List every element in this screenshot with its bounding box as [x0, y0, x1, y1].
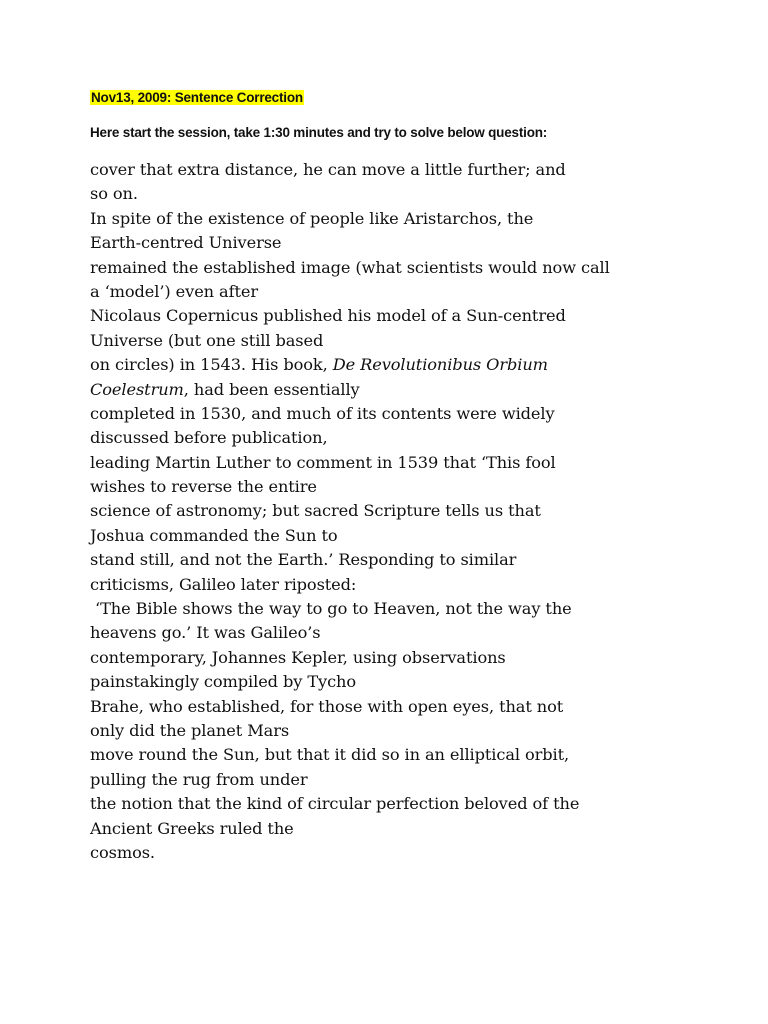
- passage-line: [90, 329, 750, 353]
- passage-segment: ‘The Bible shows the way to go to Heaven, not the way the: [90, 599, 572, 619]
- passage-line: [90, 646, 750, 670]
- passage-segment: Universe (but one still based: [90, 330, 324, 350]
- passage-segment: science of astronomy; but sacred Scripture tells us that: [90, 501, 541, 521]
- passage-segment: , had been essentially: [183, 379, 360, 399]
- passage-line: [90, 158, 750, 182]
- passage-line: [90, 304, 750, 328]
- passage-line: [90, 719, 750, 743]
- passage-segment: Brahe, who established, for those with open eyes, that not: [90, 696, 564, 716]
- passage-segment: wishes to reverse the entire: [90, 477, 317, 497]
- passage-line: [90, 817, 750, 841]
- passage-segment: the notion that the kind of circular perfection beloved of the: [90, 794, 580, 814]
- passage-line: [90, 524, 750, 548]
- passage-line: [90, 280, 750, 304]
- passage-segment: so on.: [90, 184, 138, 204]
- passage-segment: heavens go.’ It was Galileo’s: [90, 623, 321, 643]
- passage-line: [90, 451, 750, 475]
- passage-segment: pulling the rug from under: [90, 769, 308, 789]
- passage-segment: only did the planet Mars: [90, 720, 290, 740]
- passage-segment: completed in 1530, and much of its contents were widely: [90, 403, 555, 423]
- passage-segment: leading Martin Luther to comment in 1539 that ‘This fool: [90, 452, 556, 472]
- passage-segment: cosmos.: [90, 842, 155, 862]
- document-title-line: [90, 89, 304, 107]
- passage-segment: on circles) in 1543. His book,: [90, 355, 333, 375]
- passage-line: [90, 597, 750, 621]
- passage-line: [90, 256, 750, 280]
- passage-segment: cover that extra distance, he can move a little further; and: [90, 160, 566, 179]
- passage-segment: a ‘model’) even after: [90, 281, 259, 301]
- passage-line: [90, 231, 750, 255]
- passage-segment: Nicolaus Copernicus published his model of a Sun-centred: [90, 306, 566, 326]
- passage-line: [90, 548, 750, 572]
- passage-segment: painstakingly compiled by Tycho: [90, 672, 357, 692]
- passage-line: [90, 792, 750, 816]
- passage-line: [90, 402, 750, 426]
- passage-line: [90, 670, 750, 694]
- passage-line: [90, 378, 750, 402]
- instruction-text: Here start the session, take 1:30 minutes and try to solve below question:: [90, 125, 548, 140]
- passage-segment: remained the established image (what scientists would now call: [90, 257, 610, 277]
- passage-line: [90, 573, 750, 597]
- document-title: Nov13, 2009: Sentence Correction: [91, 90, 303, 105]
- passage-line: [90, 499, 750, 523]
- passage-segment: stand still, and not the Earth.’ Responding to similar: [90, 550, 517, 570]
- passage-line: [90, 353, 750, 377]
- passage-segment: In spite of the existence of people like Aristarchos, the: [90, 208, 534, 228]
- passage-line: [90, 621, 750, 645]
- passage-segment: discussed before publication,: [90, 428, 328, 448]
- italic-title: De Revolutionibus Orbium: [332, 355, 548, 375]
- passage-text: [90, 158, 750, 865]
- passage-segment: Ancient Greeks ruled the: [90, 818, 294, 838]
- passage-line: [90, 768, 750, 792]
- passage-line: [90, 426, 750, 450]
- passage-segment: Joshua commanded the Sun to: [90, 525, 338, 545]
- passage-line: [90, 841, 750, 865]
- passage-segment: contemporary, Johannes Kepler, using observations: [90, 647, 506, 667]
- passage-line: [90, 475, 750, 499]
- passage-line: [90, 695, 750, 719]
- passage-line: [90, 743, 750, 767]
- passage-segment: Earth-centred Universe: [90, 233, 282, 253]
- italic-title: Coelestrum: [90, 379, 184, 399]
- passage-line: [90, 182, 750, 206]
- passage-line: [90, 207, 750, 231]
- passage-segment: move round the Sun, but that it did so in an elliptical orbit,: [90, 745, 570, 765]
- passage-segment: criticisms, Galileo later riposted:: [90, 574, 357, 594]
